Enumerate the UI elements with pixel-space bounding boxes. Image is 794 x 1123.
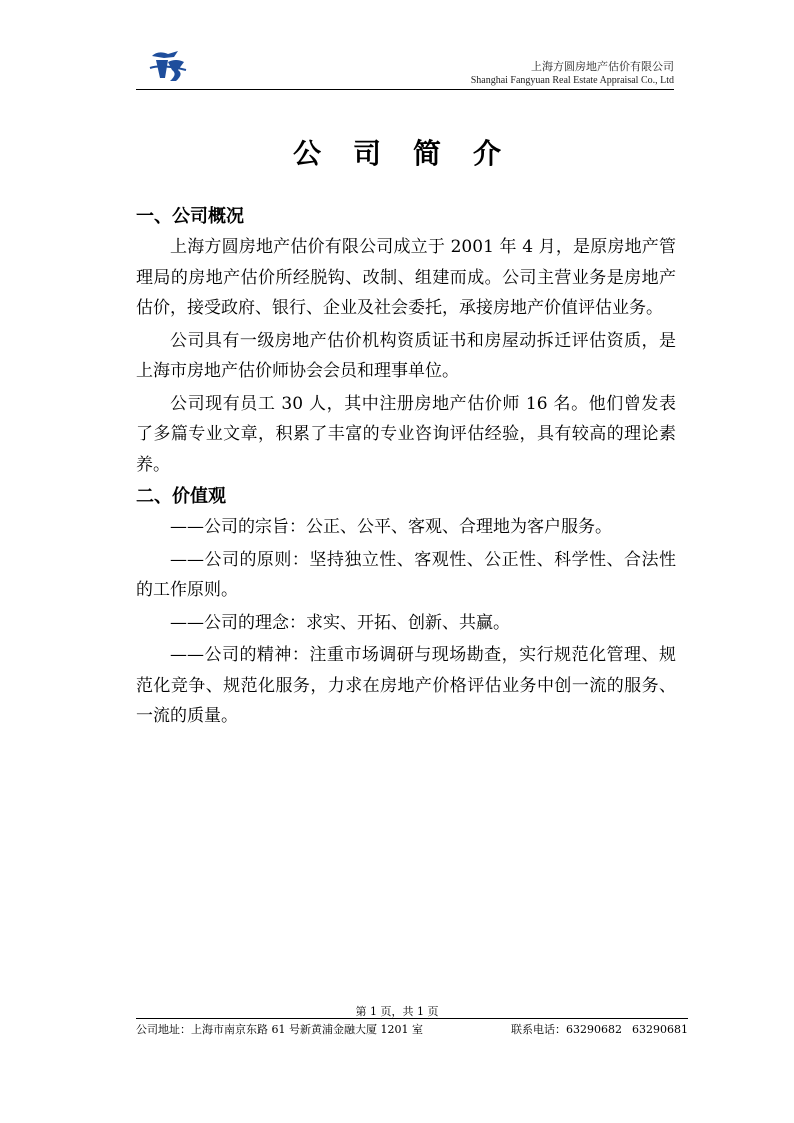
paragraph: ——公司的精神：注重市场调研与现场勘查，实行规范化管理、规范化竞争、规范化服务，力求在房地产价格评估业务中创一流的服务、一流的质量。	[136, 645, 676, 726]
section-heading: 二、价值观	[136, 486, 226, 507]
section-heading: 一、公司概况	[136, 206, 244, 227]
fy-monogram-logo-icon	[148, 48, 190, 84]
footer-phone	[511, 1021, 688, 1037]
section-values	[136, 482, 676, 732]
paragraph: 上海方圆房地产估价有限公司成立于 2001 年 4 月，是原房地产管理局的房地产估价所经脱钩、改制、组建而成。公司主营业务是房地产估价，接受政府、银行、企业及社会委托，承接房地产价值评估业务。	[136, 237, 676, 318]
footer-phone-primary: 联系电话：63290682	[511, 1023, 622, 1036]
paragraph: ——公司的原则：坚持独立性、客观性、公正性、科学性、合法性的工作原则。	[136, 549, 676, 600]
paragraph: 公司具有一级房地产估价机构资质证书和房屋动拆迁评估资质，是上海市房地产估价师协会会员和理事单位。	[136, 330, 676, 381]
footer-phone-secondary: 63290681	[632, 1023, 688, 1036]
company-logo	[148, 48, 190, 84]
page-title: 公司简介	[292, 137, 533, 170]
footer-divider	[136, 1018, 688, 1019]
header-company-name-en: Shanghai Fangyuan Real Estate Appraisal Co., Ltd	[470, 75, 674, 86]
paragraph: ——公司的宗旨：公正、公平、客观、合理地为客户服务。	[170, 517, 612, 537]
paragraph: ——公司的理念：求实、开拓、创新、共赢。	[170, 612, 510, 633]
section-overview	[136, 202, 676, 480]
page-number: 第 1 页，共 1 页	[355, 1005, 439, 1018]
header-divider	[136, 89, 674, 90]
paragraph: 公司现有员工 30 人，其中注册房地产估价师 16 名。他们曾发表了多篇专业文章，积累了丰富的专业咨询评估经验，具有较高的理论素养。	[136, 393, 676, 475]
footer-address: 公司地址：上海市南京东路 61 号新黄浦金融大厦 1201 室	[136, 1023, 423, 1036]
header-company-name-cn: 上海方圆房地产估价有限公司	[531, 60, 674, 73]
document-body	[136, 202, 676, 734]
